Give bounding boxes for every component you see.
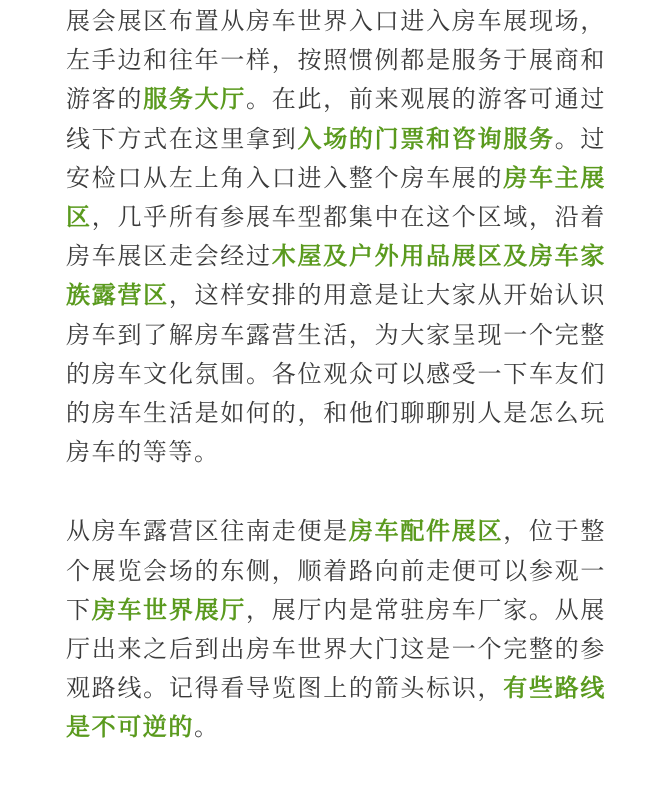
text-segment: 。过安检口从左上角入口进入整个房车展的 (66, 124, 607, 192)
text-segment: 展会展区布置从房车世界入口进入房车展现场，左手边和往年一样，按照惯例都是服务于展商和游客的 (66, 7, 606, 114)
highlight-irreversible-routes: 有些路线是不可逆的 (66, 674, 606, 742)
highlight-rv-world-hall: 房车世界展厅 (91, 595, 247, 624)
text-segment: 从房车露营区往南走便是 (66, 517, 349, 546)
text-segment: ，几乎所有参展车型都集中在这个区域，沿着房车展区走会经过 (66, 203, 607, 271)
text-segment: ，位于整个展览会场的东侧，顺着路向前走便可以参观一下 (66, 517, 606, 624)
text-segment: ，这样安排的用意是让大家从开始认识房车到了解房车露营生活，为大家呈现一个完整的房车文化氛围。各位观众可以感受一下车友们的房车生活是如何的，和他们聊聊别人是怎么玩房车的等等。 (66, 281, 607, 467)
highlight-service-hall: 服务大厅 (143, 85, 247, 114)
paragraph-1 (66, 0, 606, 472)
highlight-main-exhibition-area: 房车主展区 (66, 163, 606, 232)
text-segment: 。 (194, 713, 220, 742)
text-segment: ，展厅内是常驻房车厂家。从展厅出来之后到出房车世界大门这是一个完整的参观路线。记得看导览图上的箭头标识， (66, 595, 606, 703)
highlight-tickets-consulting: 入场的门票和咨询服务 (297, 124, 555, 153)
highlight-parts-exhibition-area: 房车配件展区 (348, 517, 504, 546)
text-segment: 。在此，前来观展的游客可通过线下方式在这里拿到 (66, 85, 606, 153)
paragraph-2 (66, 512, 606, 747)
highlight-cabin-outdoor-camping-area: 木屋及户外用品展区及房车家族露营区 (66, 242, 606, 310)
